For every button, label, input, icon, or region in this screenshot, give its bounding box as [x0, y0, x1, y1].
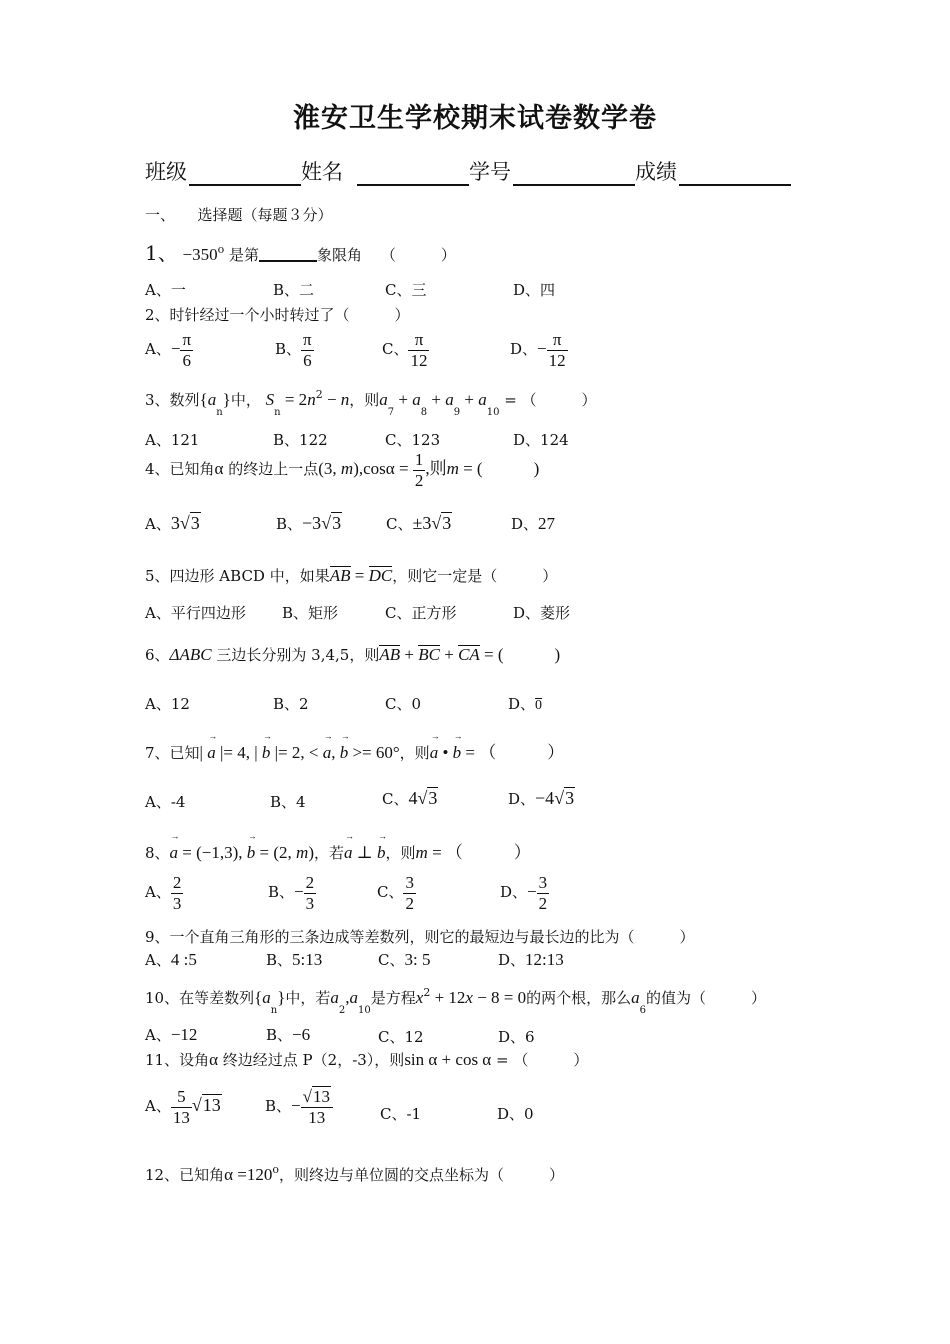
q2-option-a[interactable] — [145, 330, 193, 370]
q5-option-c[interactable]: C、正方形 — [385, 604, 457, 622]
q8-option-d[interactable]: D、− $\frac{3}{2}$ — [500, 873, 548, 913]
q3-option-b[interactable]: B、122 — [273, 431, 328, 449]
q10-option-c[interactable]: C、12 — [378, 1028, 424, 1046]
q3-option-a[interactable]: A、121 — [145, 431, 200, 449]
vector-ab: AB — [329, 566, 351, 585]
question-3: 3、数列$\{a_n\}$中， $S_n = 2n^2 - n$，则$a_7 + a_8 + a_9 + a_{10}$ = （ ） — [145, 388, 597, 418]
q1-paren: （ ） — [380, 246, 456, 264]
q4-option-d[interactable]: D、27 — [511, 514, 556, 533]
q2-d-neg: − — [537, 339, 547, 359]
q1-expr: −350 — [182, 245, 218, 264]
q3-option-c[interactable]: C、123 — [385, 431, 441, 449]
q1-text: 是第 — [224, 246, 260, 264]
number-label: 学号 — [469, 160, 511, 184]
question-10: 10、在等差数列$\{a_n\}$中，若$a_2,a_{10}$是方程$x^2 + 12x - 8 = 0$的两个根，那么$a_6$的值为（ ） — [145, 986, 767, 1016]
q2-b-fraction: $\frac{\pi}{6}$ — [303, 330, 312, 370]
q6-option-d[interactable]: D、0 — [508, 695, 543, 713]
question-12: 12、已知角$\alpha =120^o$，则终边与单位圆的交点坐标为（ ） — [145, 1163, 564, 1184]
q2-option-d[interactable] — [510, 330, 568, 370]
q9-option-d[interactable]: D、12:13 — [498, 950, 564, 969]
q9-option-a[interactable]: A、4 :5 — [145, 950, 197, 969]
vector-dc: DC — [368, 566, 393, 585]
q2-a-fraction: $\frac{\pi}{6}$ — [182, 330, 192, 370]
number-blank[interactable] — [513, 184, 635, 186]
q4-option-a[interactable]: A、3√3 — [145, 513, 200, 533]
question-9: 9、一个直角三角形的三条边成等差数列，则它的最短边与最长边的比为（ ） — [145, 928, 695, 946]
question-5: 5、四边形 ABCD 中，如果AB = DC，则它一定是（ ） — [145, 566, 558, 585]
name-label: 姓名 — [301, 160, 343, 184]
q2-option-b[interactable] — [275, 330, 314, 370]
q4-c-value: ±3√3 — [412, 513, 452, 533]
q5-option-d[interactable]: D、菱形 — [513, 604, 571, 622]
q4-a-value: 3√3 — [170, 513, 200, 533]
q7-option-c[interactable]: C、4√3 — [382, 788, 438, 808]
question-11: 11、设角α 终边经过点 P（2，-3），则sin α + cos α = （ ） — [145, 1050, 589, 1069]
q4-d-value: 27 — [538, 514, 556, 533]
q2-d-fraction: $\frac{\pi}{12}$ — [548, 330, 566, 370]
q6-option-b[interactable]: B、2 — [273, 695, 309, 713]
q5-option-a[interactable]: A、平行四边形 — [145, 604, 246, 622]
q9-option-c[interactable]: C、3: 5 — [378, 950, 431, 969]
question-2: 2、时针经过一个小时转过了（ ） — [145, 306, 410, 324]
q10-option-b[interactable]: B、−6 — [266, 1025, 311, 1044]
q1-answer-blank[interactable] — [259, 246, 317, 262]
q2-option-c[interactable] — [382, 330, 429, 370]
q11-option-a[interactable]: A、 $\frac{5}{13}$ √13 — [145, 1087, 221, 1127]
q6-option-a[interactable]: A、12 — [145, 695, 190, 713]
q2-a-neg: − — [170, 339, 181, 359]
q4-option-c[interactable]: C、±3√3 — [386, 513, 452, 533]
q6-option-c[interactable]: C、0 — [385, 695, 422, 713]
q2-d-label: D、 — [510, 340, 538, 359]
q7-option-a[interactable]: A、-4 — [145, 793, 186, 811]
q2-c-fraction: $\frac{\pi}{12}$ — [410, 330, 428, 370]
q1-option-c[interactable]: C、三 — [385, 281, 427, 299]
q11-option-d[interactable]: D、0 — [497, 1105, 534, 1123]
q2-c-label: C、 — [382, 340, 409, 359]
q11-option-c[interactable]: C、-1 — [380, 1105, 422, 1123]
q11-option-b[interactable]: B、− $\frac{√13}{13}$ — [265, 1087, 333, 1127]
question-7: 7、已知| → a |= 4, | → b |= 2, < → a, → b >= 60°，则→ a • → b = （ ） — [145, 738, 564, 763]
q8-option-a[interactable]: A、 $\frac{2}{3}$ — [145, 873, 182, 913]
q1-text2: 象限角 — [317, 246, 363, 264]
score-label: 成绩 — [635, 160, 677, 184]
q10-option-d[interactable]: D、6 — [498, 1028, 535, 1046]
q4-fraction: $\frac{1}{2}$ — [414, 450, 424, 490]
q9-option-b[interactable]: B、5:13 — [266, 950, 323, 969]
q1-option-a[interactable]: A、一 — [145, 281, 186, 299]
section-heading: 一、 选择题（每题３分） — [145, 206, 333, 224]
q1-option-d[interactable]: D、四 — [513, 281, 556, 299]
zero-vector: 0 — [535, 698, 543, 713]
q2-a-label: A、 — [145, 340, 171, 359]
q2-b-label: B、 — [275, 340, 302, 359]
q8-option-c[interactable]: C、 $\frac{3}{2}$ — [377, 873, 414, 913]
q1-option-b[interactable]: B、二 — [273, 281, 315, 299]
question-1 — [145, 237, 456, 266]
page-title: 淮安卫生学校期末试卷数学卷 — [293, 103, 657, 134]
q7-option-b[interactable]: B、4 — [270, 793, 306, 811]
q1-number: 1、 — [145, 241, 178, 265]
class-blank[interactable] — [189, 184, 301, 186]
question-6: 6、ΔABC 三边长分别为 3,4,5，则AB + BC + CA = ( ) — [145, 645, 561, 664]
student-info-row — [145, 156, 805, 190]
q5-option-b[interactable]: B、矩形 — [282, 604, 339, 622]
q3-option-d[interactable]: D、124 — [513, 431, 569, 449]
name-blank[interactable] — [357, 184, 469, 186]
q1-degree: o — [217, 243, 225, 256]
q8-option-b[interactable]: B、− $\frac{2}{3}$ — [268, 873, 315, 913]
q7-option-d[interactable]: D、−4√3 — [508, 788, 575, 808]
class-label: 班级 — [145, 160, 187, 184]
score-blank[interactable] — [679, 184, 791, 186]
q4-option-b[interactable]: B、−3√3 — [276, 513, 342, 533]
question-4: 4、已知角α 的终边上一点(3, m),cosα = $\frac{1}{2}$ ,则m = ( ) — [145, 450, 540, 490]
question-8: 8、→ a = (−1,3), → b = (2, m)，若→ a ⊥ → b，则m = （ ） — [145, 838, 531, 863]
q4-b-value: −3√3 — [302, 513, 342, 533]
q10-option-a[interactable]: A、−12 — [145, 1025, 198, 1044]
